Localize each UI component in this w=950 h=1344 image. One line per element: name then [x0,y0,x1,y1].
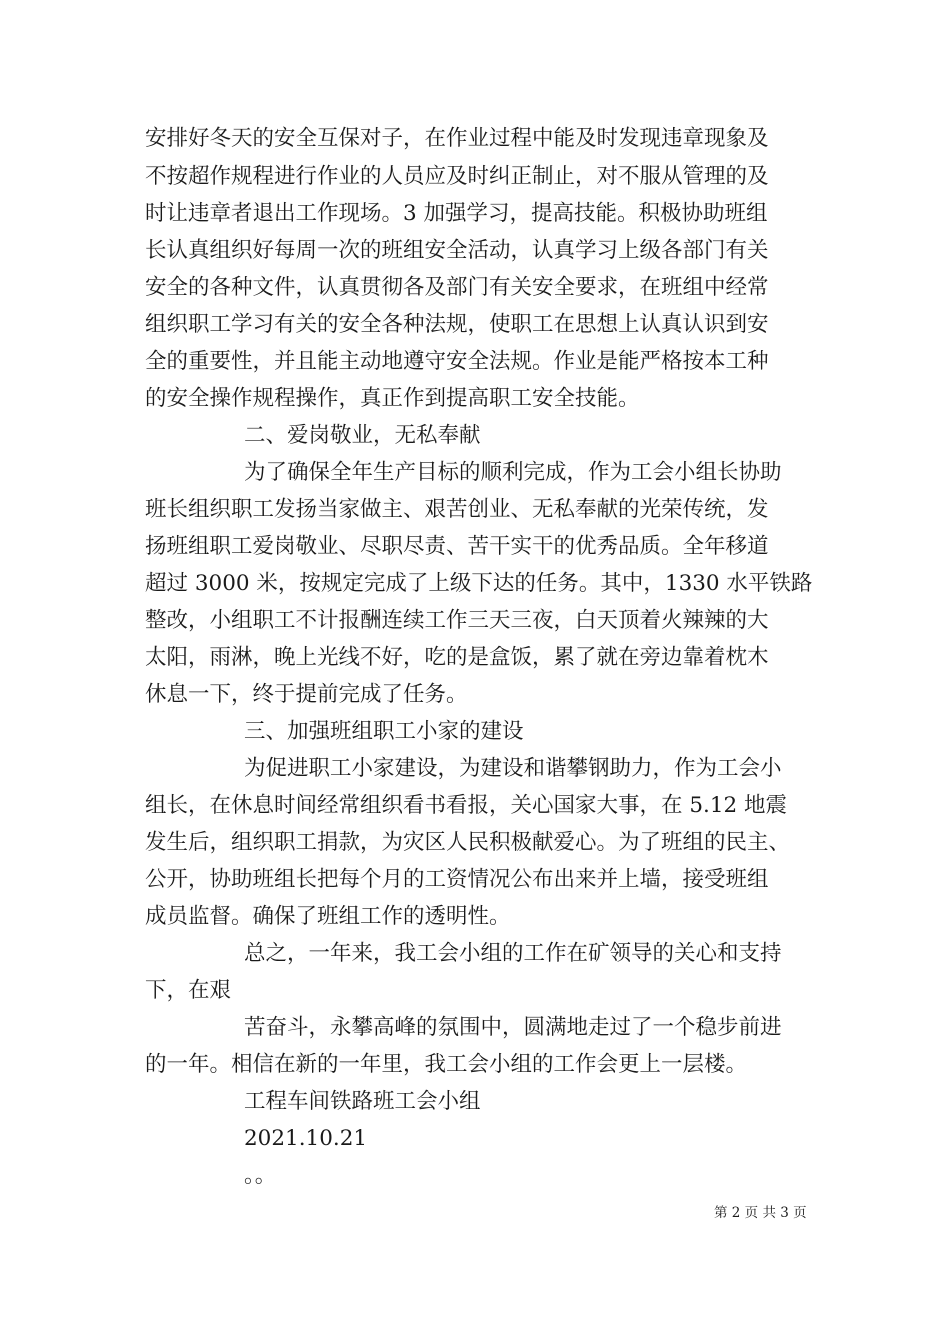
body-line: 苦奋斗，永攀高峰的氛围中，圆满地走过了一个稳步前进 [244,1015,782,1040]
body-line: 扬班组职工爱岗敬业、尽职尽责、苦干实干的优秀品质。全年移道 [145,534,769,559]
signature-date: 2021.10.21 [244,1126,368,1151]
body-line: 为了确保全年生产目标的顺利完成，作为工会小组长协助 [244,460,782,485]
body-line: 班长组织职工发扬当家做主、艰苦创业、无私奉献的光荣传统，发 [145,497,769,522]
body-line: 不按超作规程进行作业的人员应及时纠正制止，对不服从管理的及 [145,164,769,189]
body-line: 组长，在休息时间经常组织看书看报，关心国家大事，在 5.12 地震 [145,793,788,818]
body-line: 公开，协助班组长把每个月的工资情况公布出来并上墙，接受班组 [145,867,769,892]
body-line: 长认真组织好每周一次的班组安全活动，认真学习上级各部门有关 [145,238,769,263]
body-line: 成员监督。确保了班组工作的透明性。 [145,904,511,929]
body-line: 下，在艰 [145,978,232,1003]
body-line: 组织职工学习有关的安全各种法规，使职工在思想上认真认识到安 [145,312,769,337]
body-line: 时让违章者退出工作现场。3 加强学习，提高技能。积极协助班组 [145,201,768,226]
body-line: 太阳，雨淋，晚上光线不好，吃的是盒饭，累了就在旁边靠着枕木 [145,645,769,670]
body-line: 发生后，组织职工捐款，为灾区人民积极献爱心。为了班组的民主、 [145,830,791,855]
body-line: 的安全操作规程操作，真正作到提高职工安全技能。 [145,386,640,411]
body-line: 安全的各种文件，认真贯彻各及部门有关安全要求，在班组中经常 [145,275,769,300]
signature-org: 工程车间铁路班工会小组 [244,1089,481,1114]
body-line: 总之，一年来，我工会小组的工作在矿领导的关心和支持 [244,941,782,966]
trailing-marks: 。。 [244,1163,277,1188]
body-line: 整改，小组职工不计报酬连续工作三天三夜，白天顶着火辣辣的大 [145,608,769,633]
page-number: 第 2 页 共 3 页 [714,1205,807,1221]
section-heading: 二、爱岗敬业，无私奉献 [244,423,481,448]
body-line: 休息一下，终于提前完成了任务。 [145,682,468,707]
body-line: 安排好冬天的安全互保对子，在作业过程中能及时发现违章现象及 [145,126,769,151]
body-line: 的一年。相信在新的一年里，我工会小组的工作会更上一层楼。 [145,1052,748,1077]
body-line: 超过 3000 米，按规定完成了上级下达的任务。其中，1330 水平铁路 [145,571,813,596]
body-line: 全的重要性，并且能主动地遵守安全法规。作业是能严格按本工种 [145,349,769,374]
body-line: 为促进职工小家建设，为建设和谐攀钢助力，作为工会小 [244,756,782,781]
section-heading: 三、加强班组职工小家的建设 [244,719,524,744]
